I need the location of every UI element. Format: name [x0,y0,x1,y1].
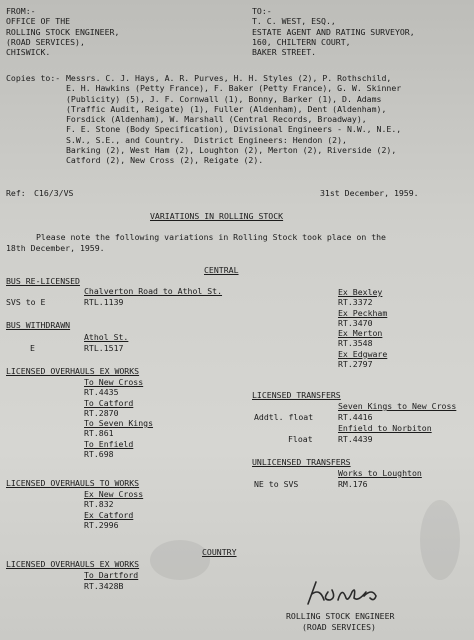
to-line: BAKER STREET. [252,47,317,57]
unlicensed-code: NE to SVS [254,479,299,489]
unlicensed-vehicle: RM.176 [338,479,368,489]
to-block [252,6,415,57]
copies-line: S.W., S.E., and Country. District Engineers: Hendon (2), [66,134,347,145]
overhaul-vehicle: RT.2870 [84,407,119,418]
right-ex-label: Ex Bexley [338,287,383,297]
bus-withdrawn-place: Athol St. [84,332,129,342]
signature-title: ROLLING STOCK ENGINEER [286,611,395,621]
copies-line: F. E. Stone (Body Specification), Divisional Engineers - N.W., N.E., [66,124,402,135]
right-ex-vehicle: RT.3372 [338,297,373,308]
country-overhauls-heading: LICENSED OVERHAULS EX WORKS [6,559,140,569]
right-ex-label: Ex Edgware [338,348,388,359]
handwritten-signature [300,578,390,608]
transfer-route: Seven Kings to New Cross [338,401,457,411]
bus-relicensed-vehicle: RTL.1139 [84,297,124,307]
transfer-code: Addtl. float [254,412,314,422]
overhauls-to-works-heading: LICENSED OVERHAULS TO WORKS [6,478,140,488]
bus-relicensed-code: SVS to E [6,297,46,307]
overhaul-vehicle: RT.698 [84,448,114,459]
overhaul-vehicle: RT.2996 [84,519,119,530]
transfer-route: Enfield to Norbiton [338,423,432,433]
copies-line: E. H. Hawkins (Petty France), F. Baker (Petty France), G. W. Skinner [66,83,402,94]
transfer-code: Float [288,434,313,444]
right-ex-label: Ex Merton [338,328,383,338]
overhaul-dest: To Catford [84,397,134,408]
overhaul-dest: To Seven Kings [84,418,154,428]
bus-relicensed-route: Chalverton Road to Athol St. [84,286,223,296]
bus-withdrawn-code: E [30,343,35,353]
from-line: (ROAD SERVICES), [6,36,85,47]
memo-title: VARIATIONS IN ROLLING STOCK [150,211,284,221]
copies-list [66,73,401,165]
unlicensed-route: Works to Loughton [338,468,422,478]
country-heading: COUNTRY [202,547,237,557]
right-ex-vehicle: RT.3470 [338,317,373,328]
copies-line: (Publicity) (5), J. F. Cornwall (1), Bonny, Barker (1), D. Adams [66,93,382,104]
transfer-vehicle: RT.4439 [338,434,373,444]
overhauls-ex-works-heading: LICENSED OVERHAULS EX WORKS [6,366,140,376]
right-ex-vehicle: RT.2797 [338,358,373,369]
bus-withdrawn-vehicle: RTL.1517 [84,343,124,353]
overhaul-dest: To Enfield [84,438,134,449]
overhaul-vehicle: RT.832 [84,499,114,510]
copies-label: Copies to:- [6,73,61,83]
memo-date: 31st December, 1959. [320,188,419,198]
overhauls-to-works-list [84,489,143,530]
country-overhaul-vehicle: RT.3428B [84,581,124,591]
paper-stain [150,540,210,580]
to-line: T. C. WEST, ESQ., [252,16,336,27]
right-column [338,287,387,369]
overhauls-ex-works-list [84,377,153,459]
transfer-vehicle: RT.4416 [338,412,373,422]
copies-line: Messrs. C. J. Hays, A. R. Purves, H. H. Styles (2), P. Rothschild, [66,73,392,83]
right-ex-vehicle: RT.3548 [338,338,373,349]
from-line: ROLLING STOCK ENGINEER, [6,26,120,37]
from-label: FROM:- [6,6,36,16]
copies-line: Catford (2), New Cross (2), Reigate (2). [66,155,264,165]
copies-line: Barking (2), West Ham (2), Loughton (2), Merton (2), Riverside (2), [66,144,397,155]
signature-title: (ROAD SERVICES) [302,622,376,632]
intro-line: 18th December, 1959. [6,243,105,253]
copies-line: (Traffic Audit, Reigate) (1), Fuller (Aldenham), Dent (Aldenham), [66,103,387,114]
ref-value: C16/3/VS [34,188,74,198]
paper-stain [420,500,460,580]
copies-line: Forsdick (Aldenham), W. Marshall (Central Records, Broadway), [66,114,367,124]
bus-withdrawn-heading: BUS WITHDRAWN [6,320,71,330]
overhaul-src: Ex Catford [84,509,134,520]
country-overhaul-dest: To Dartford [84,570,139,580]
from-block [6,6,119,57]
from-line: OFFICE OF THE [6,16,71,27]
to-label: TO:- [252,6,272,16]
to-line: 160, CHILTERN COURT, [252,36,351,47]
intro-line: Please note the following variations in Rolling Stock took place on the [36,232,386,242]
overhaul-vehicle: RT.4435 [84,387,119,398]
from-line: CHISWICK. [6,47,51,57]
bus-relicensed-heading: BUS RE-LICENSED [6,276,80,286]
ref-label: Ref: [6,188,26,198]
central-heading: CENTRAL [204,265,239,275]
to-line: ESTATE AGENT AND RATING SURVEYOR, [252,26,415,37]
overhaul-vehicle: RT.861 [84,428,114,439]
right-ex-label: Ex Peckham [338,307,388,318]
unlicensed-transfers-heading: UNLICENSED TRANSFERS [252,457,351,467]
overhaul-dest: To New Cross [84,377,144,387]
licensed-transfers-heading: LICENSED TRANSFERS [252,390,341,400]
overhaul-src: Ex New Cross [84,489,144,499]
